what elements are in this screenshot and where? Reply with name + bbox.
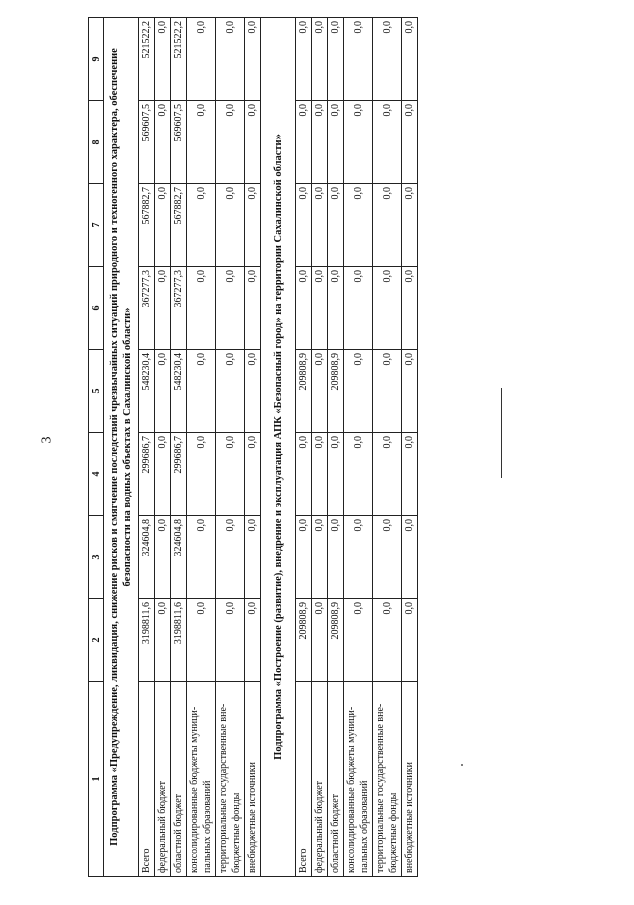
table-cell: 0,0 bbox=[155, 433, 171, 516]
table-cell: 209808,9 bbox=[328, 350, 344, 433]
table-row bbox=[187, 18, 216, 877]
table-cell: 0,0 bbox=[344, 101, 373, 184]
table-cell: 0,0 bbox=[312, 18, 328, 101]
table-cell: 0,0 bbox=[402, 350, 418, 433]
table-cell: 0,0 bbox=[373, 101, 402, 184]
table-cell: 0,0 bbox=[402, 599, 418, 682]
table-row bbox=[344, 18, 373, 877]
table-cell: 0,0 bbox=[328, 184, 344, 267]
table-cell: 0,0 bbox=[155, 18, 171, 101]
table-cell: 0,0 bbox=[344, 516, 373, 599]
table-cell: 567882,7 bbox=[139, 184, 155, 267]
table-cell: 0,0 bbox=[155, 184, 171, 267]
table-cell: 367277,3 bbox=[171, 267, 187, 350]
table-cell: 0,0 bbox=[328, 516, 344, 599]
table-cell: 209808,9 bbox=[296, 599, 312, 682]
column-header-4: 4 bbox=[89, 433, 104, 516]
table-cell: 0,0 bbox=[402, 516, 418, 599]
table-cell: 0,0 bbox=[344, 599, 373, 682]
table-cell: 0,0 bbox=[245, 350, 261, 433]
table-cell: 0,0 bbox=[402, 433, 418, 516]
table-cell: 0,0 bbox=[216, 350, 245, 433]
table-row bbox=[312, 18, 328, 877]
table-cell: 3198811,6 bbox=[139, 599, 155, 682]
section-title-row bbox=[104, 18, 139, 877]
header-row bbox=[89, 18, 104, 877]
table-cell: 548230,4 bbox=[171, 350, 187, 433]
table-cell: 0,0 bbox=[373, 184, 402, 267]
table-cell: 0,0 bbox=[296, 267, 312, 350]
table-cell: 0,0 bbox=[344, 18, 373, 101]
margin-line bbox=[501, 388, 502, 478]
row-label: федеральный бюджет bbox=[312, 682, 328, 877]
table-cell: 0,0 bbox=[312, 267, 328, 350]
column-header-5: 5 bbox=[89, 350, 104, 433]
table-cell: 521522,2 bbox=[139, 18, 155, 101]
table-cell: 0,0 bbox=[296, 18, 312, 101]
table-cell: 0,0 bbox=[373, 350, 402, 433]
table-cell: 0,0 bbox=[344, 350, 373, 433]
table-row bbox=[155, 18, 171, 877]
table-cell: 0,0 bbox=[373, 18, 402, 101]
table-cell: 209808,9 bbox=[296, 350, 312, 433]
row-label: федеральный бюджет bbox=[155, 682, 171, 877]
table-row bbox=[216, 18, 245, 877]
table-cell: 367277,3 bbox=[139, 267, 155, 350]
column-header-7: 7 bbox=[89, 184, 104, 267]
row-label: Всего bbox=[296, 682, 312, 877]
column-header-8: 8 bbox=[89, 101, 104, 184]
rotated-table-container bbox=[88, 17, 413, 877]
table-cell: 0,0 bbox=[312, 350, 328, 433]
table-cell: 0,0 bbox=[216, 101, 245, 184]
table-row bbox=[245, 18, 261, 877]
table-cell: 0,0 bbox=[216, 599, 245, 682]
table-cell: 0,0 bbox=[296, 516, 312, 599]
table-cell: 569607,5 bbox=[139, 101, 155, 184]
section-title-row bbox=[261, 18, 296, 877]
table-cell: 521522,2 bbox=[171, 18, 187, 101]
table-row bbox=[402, 18, 418, 877]
budget-table bbox=[88, 17, 418, 877]
table-cell: 209808,9 bbox=[328, 599, 344, 682]
subprogram-title-2: Подпрограмма «Построение (развитие), внедрение и эксплуатация АПК «Безопасный город» на территории Сахалинской области» bbox=[261, 18, 296, 877]
table-cell: 0,0 bbox=[187, 350, 216, 433]
table-cell: 0,0 bbox=[296, 433, 312, 516]
table-cell: 0,0 bbox=[373, 516, 402, 599]
row-label: консолидированные бюджеты муници-пальных образований bbox=[187, 682, 216, 877]
table-row bbox=[296, 18, 312, 877]
table-cell: 0,0 bbox=[328, 101, 344, 184]
table-cell: 567882,7 bbox=[171, 184, 187, 267]
column-header-1: 1 bbox=[89, 682, 104, 877]
page-number: 3 bbox=[39, 436, 55, 444]
table-row bbox=[171, 18, 187, 877]
column-header-9: 9 bbox=[89, 18, 104, 101]
table-cell: 0,0 bbox=[402, 184, 418, 267]
row-label: внебюджетные источники bbox=[402, 682, 418, 877]
column-header-2: 2 bbox=[89, 599, 104, 682]
table-cell: 548230,4 bbox=[139, 350, 155, 433]
table-cell: 0,0 bbox=[216, 516, 245, 599]
table-cell: 0,0 bbox=[245, 516, 261, 599]
table-cell: 0,0 bbox=[245, 267, 261, 350]
table-cell: 0,0 bbox=[245, 18, 261, 101]
table-cell: 0,0 bbox=[216, 267, 245, 350]
table-cell: 0,0 bbox=[187, 516, 216, 599]
row-label: территориальные государственные вне-бюджетные фонды bbox=[216, 682, 245, 877]
row-label: Всего bbox=[139, 682, 155, 877]
row-label: территориальные государственные вне-бюджетные фонды bbox=[373, 682, 402, 877]
table-cell: 0,0 bbox=[155, 267, 171, 350]
table-cell: 0,0 bbox=[155, 599, 171, 682]
row-label: областной бюджет bbox=[171, 682, 187, 877]
scan-dot bbox=[461, 764, 463, 766]
table-cell: 0,0 bbox=[402, 267, 418, 350]
table-cell: 0,0 bbox=[296, 101, 312, 184]
table-cell: 3198811,6 bbox=[171, 599, 187, 682]
table-cell: 0,0 bbox=[155, 101, 171, 184]
column-header-3: 3 bbox=[89, 516, 104, 599]
table-cell: 0,0 bbox=[187, 18, 216, 101]
table-cell: 569607,5 bbox=[171, 101, 187, 184]
table-cell: 0,0 bbox=[344, 184, 373, 267]
table-cell: 0,0 bbox=[155, 350, 171, 433]
table-cell: 0,0 bbox=[312, 101, 328, 184]
table-row bbox=[373, 18, 402, 877]
table-cell: 299686,7 bbox=[139, 433, 155, 516]
row-label: областной бюджет bbox=[328, 682, 344, 877]
table-cell: 0,0 bbox=[216, 18, 245, 101]
table-cell: 0,0 bbox=[344, 267, 373, 350]
table-row bbox=[328, 18, 344, 877]
table-cell: 0,0 bbox=[216, 184, 245, 267]
table-cell: 0,0 bbox=[296, 184, 312, 267]
table-cell: 0,0 bbox=[245, 433, 261, 516]
row-label: консолидированные бюджеты муници-пальных образований bbox=[344, 682, 373, 877]
table-cell: 0,0 bbox=[187, 184, 216, 267]
table-cell: 0,0 bbox=[155, 516, 171, 599]
table-cell: 0,0 bbox=[328, 18, 344, 101]
table-cell: 0,0 bbox=[245, 599, 261, 682]
table-cell: 0,0 bbox=[312, 516, 328, 599]
table-cell: 0,0 bbox=[312, 433, 328, 516]
table-cell: 0,0 bbox=[373, 599, 402, 682]
table-row bbox=[139, 18, 155, 877]
table-cell: 324604,8 bbox=[139, 516, 155, 599]
row-label: внебюджетные источники bbox=[245, 682, 261, 877]
table-cell: 299686,7 bbox=[171, 433, 187, 516]
table-cell: 0,0 bbox=[187, 267, 216, 350]
table-cell: 0,0 bbox=[402, 18, 418, 101]
table-cell: 0,0 bbox=[402, 101, 418, 184]
table-cell: 0,0 bbox=[344, 433, 373, 516]
table-cell: 0,0 bbox=[216, 433, 245, 516]
table-cell: 324604,8 bbox=[171, 516, 187, 599]
table-cell: 0,0 bbox=[373, 433, 402, 516]
table-cell: 0,0 bbox=[328, 267, 344, 350]
table-cell: 0,0 bbox=[312, 184, 328, 267]
table-cell: 0,0 bbox=[245, 101, 261, 184]
table-cell: 0,0 bbox=[373, 267, 402, 350]
table-cell: 0,0 bbox=[187, 599, 216, 682]
table-cell: 0,0 bbox=[187, 433, 216, 516]
table-cell: 0,0 bbox=[187, 101, 216, 184]
table-cell: 0,0 bbox=[245, 184, 261, 267]
subprogram-title-1: Подпрограмма «Предупреждение, ликвидация, снижение рисков и смягчение последствий чрезвычайных ситуаций природного и техногенного характера, обеспечение безопасности на водных объектах в Сахалинской области» bbox=[104, 18, 139, 877]
column-header-6: 6 bbox=[89, 267, 104, 350]
table-cell: 0,0 bbox=[312, 599, 328, 682]
table-cell: 0,0 bbox=[328, 433, 344, 516]
